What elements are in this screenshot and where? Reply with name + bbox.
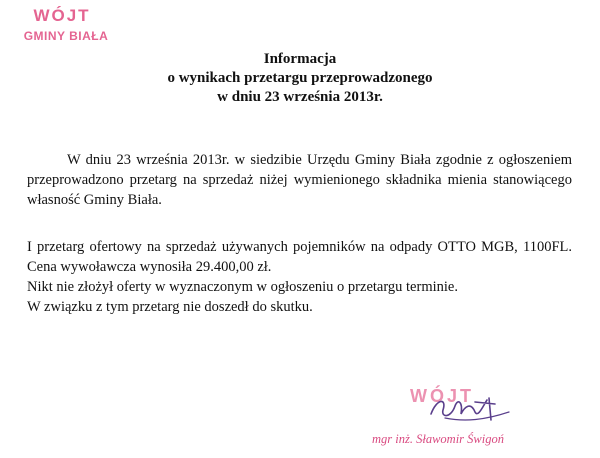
paragraph-2-line-2: Nikt nie złożył oferty w wyznaczonym w ogłoszeniu o przetargu terminie. [27,279,458,295]
paragraph-2-line-1: I przetarg ofertowy na sprzedaż używanych pojemników na odpady OTTO MGB, 1100FL. Cena wywoławcza wynosiła 29.400,00 zł. [27,239,572,275]
stamp-title: WÓJT [33,6,91,25]
paragraph-2 [27,237,572,317]
title-line-1: Informacja [263,51,337,67]
stamp-subtitle: GMINY BIAŁA [23,29,109,43]
paragraph-1 [27,150,572,210]
top-stamp [6,6,126,43]
paragraph-1-text: W dniu 23 września 2013r. w siedzibie Urzędu Gminy Biała zgodnie z ogłoszeniem przeprowadzono przetarg na sprzedaż niżej wymienionego składnika mienia stanowiącego własność Gminy Biała. [27,152,572,208]
title-line-2: o wynikach przetargu przeprowadzonego [167,70,433,86]
bottom-stamp: WÓJT [410,386,474,406]
signer-name: mgr inż. Sławomir Świgoń [372,432,504,446]
signature [425,392,515,426]
title-line-3: w dniu 23 września 2013r. [217,89,383,105]
document-title [0,50,600,107]
paragraph-2-line-3: W związku z tym przetarg nie doszedł do skutku. [27,299,313,315]
